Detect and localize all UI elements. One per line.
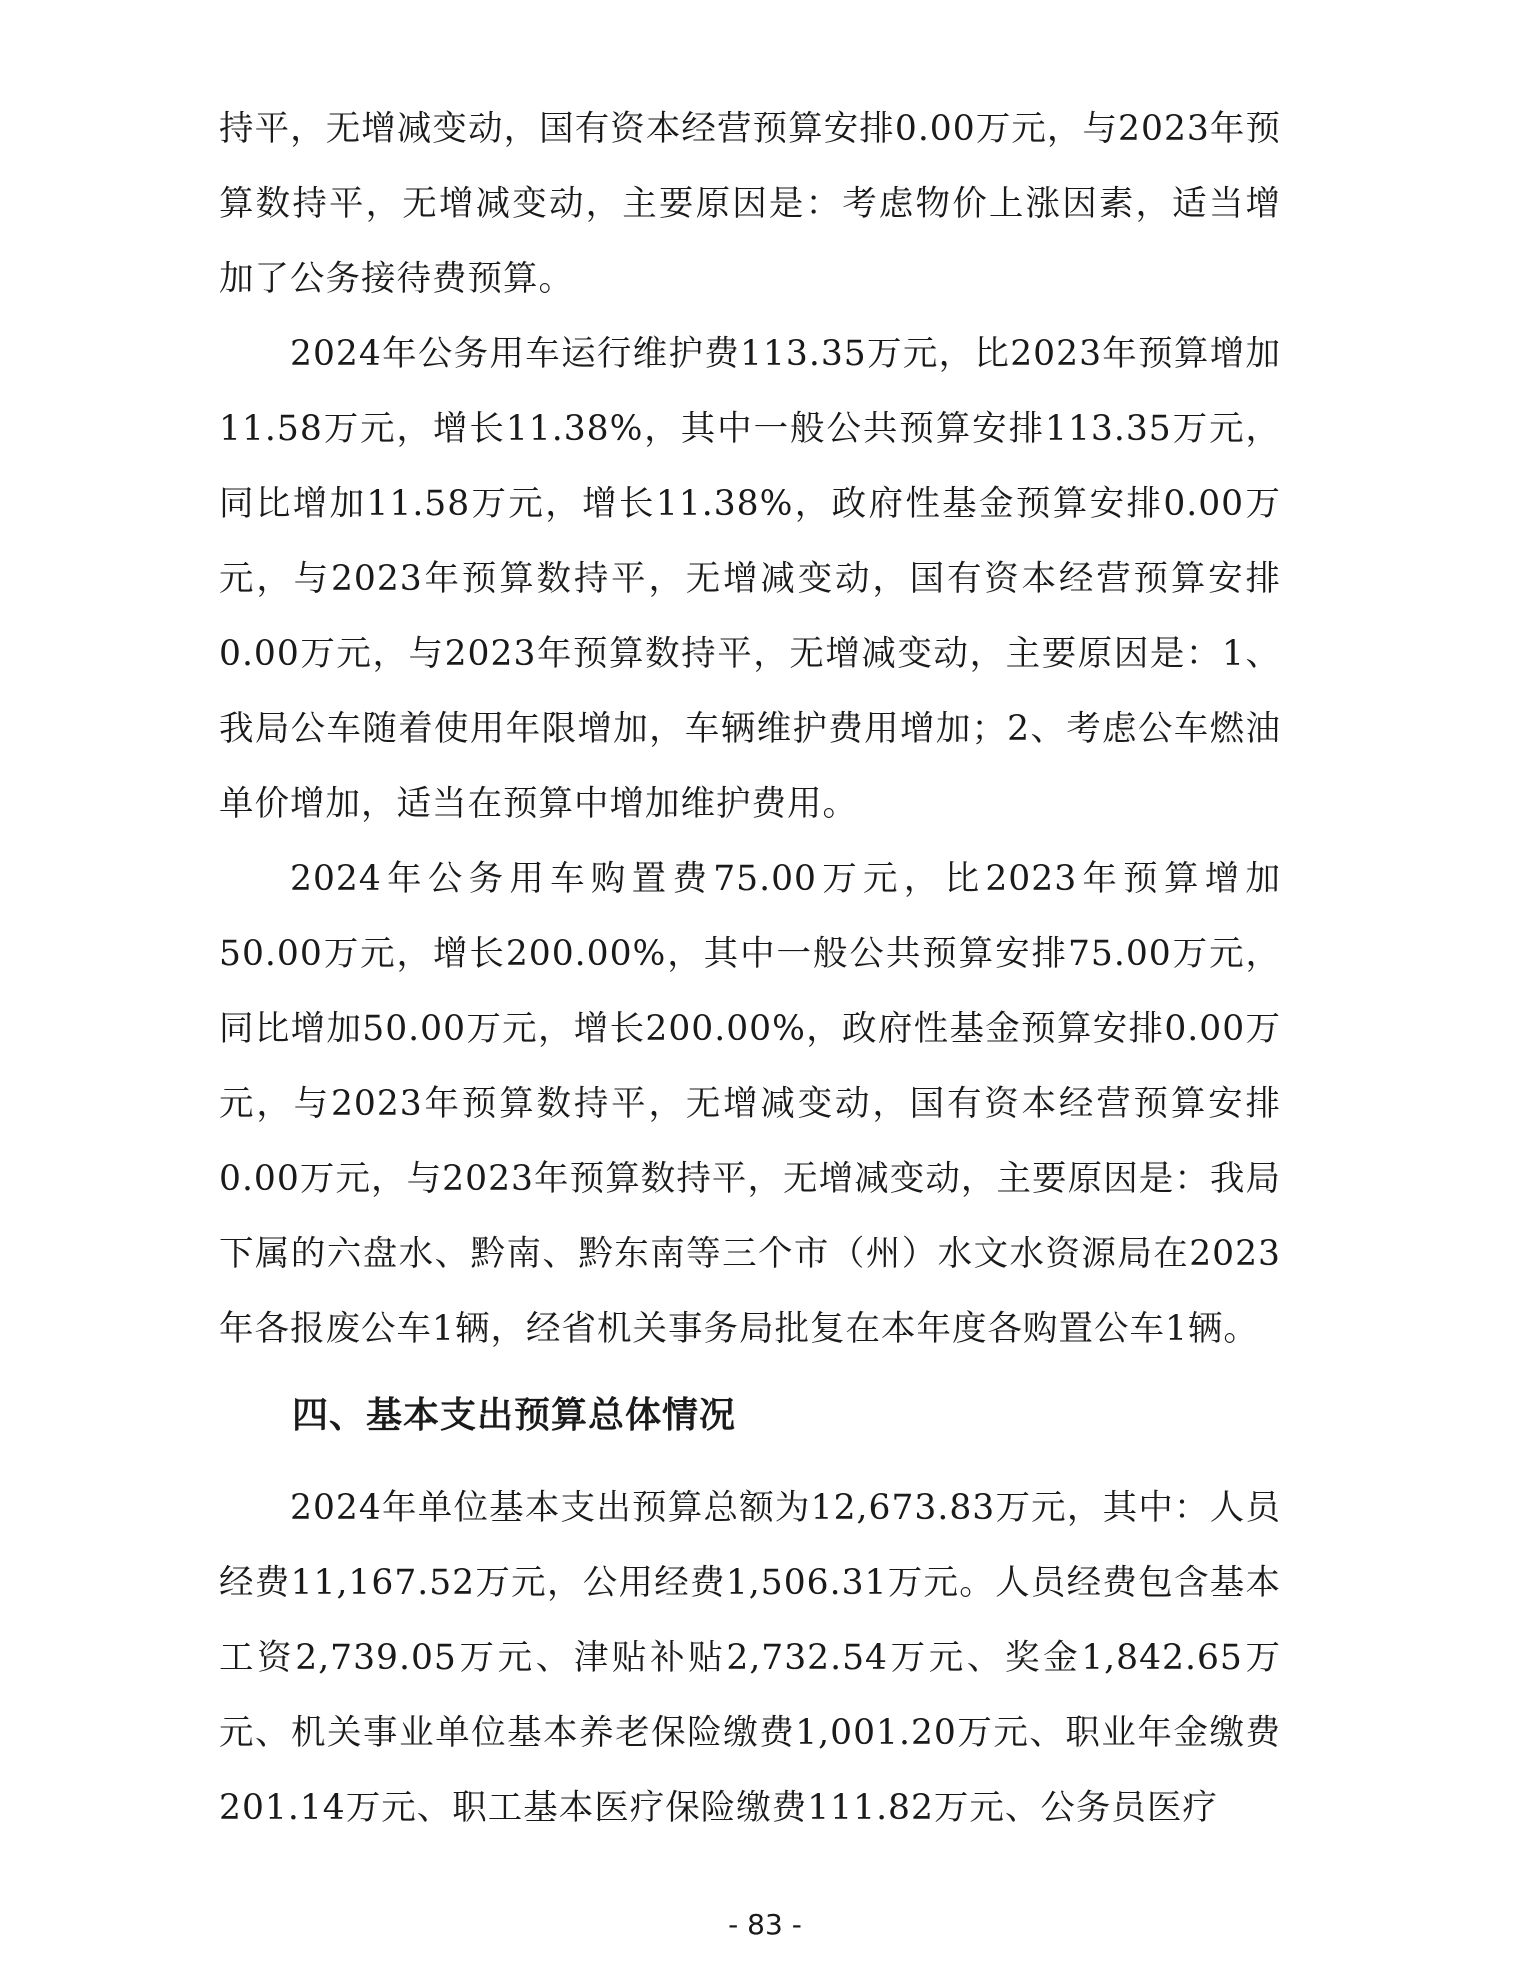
section-heading-basic-expenditure: 四、基本支出预算总体情况 xyxy=(292,1395,737,1436)
paragraph-vehicle-purchase: 2024年公务用车购置费75.00万元，比2023年预算增加50.00万元，增长200.00%，其中一般公共预算安排75.00万元，同比增加50.00万元，增长200.00%，政府性基金预算安排0.00万元，与2023年预算数持平，无增减变动，国有资本经营预算安排0.00万元，与2023年预算数持平，无增减变动，主要原因是：我局下属的六盘水、黔南、黔东南等三个市（州）水文水资源局在2023年各报废公车1辆，经省机关事务局批复在本年度各购置公车1辆。 xyxy=(219,859,1281,1349)
paragraph-official-reception: 持平，无增减变动，国有资本经营预算安排0.00万元，与2023年预算数持平，无增减变动，主要原因是：考虑物价上涨因素，适当增加了公务接待费预算。 xyxy=(219,109,1281,299)
document-body xyxy=(219,92,1281,1846)
page-number: - 83 - xyxy=(728,1908,802,1941)
paragraph-vehicle-maintenance: 2024年公务用车运行维护费113.35万元，比2023年预算增加11.58万元，增长11.38%，其中一般公共预算安排113.35万元，同比增加11.58万元，增长11.38%，政府性基金预算安排0.00万元，与2023年预算数持平，无增减变动，国有资本经营预算安排0.00万元，与2023年预算数持平，无增减变动，主要原因是：1、我局公车随着使用年限增加，车辆维护费用增加；2、考虑公车燃油单价增加，适当在预算中增加维护费用。 xyxy=(219,334,1281,824)
paragraph-basic-expenditure: 2024年单位基本支出预算总额为12,673.83万元，其中：人员经费11,167.52万元，公用经费1,506.31万元。人员经费包含基本工资2,739.05万元、津贴补贴2,732.54万元、奖金1,842.65万元、机关事业单位基本养老保险缴费1,001.20万元、职业年金缴费201.14万元、职工基本医疗保险缴费111.82万元、公务员医疗 xyxy=(219,1488,1281,1828)
